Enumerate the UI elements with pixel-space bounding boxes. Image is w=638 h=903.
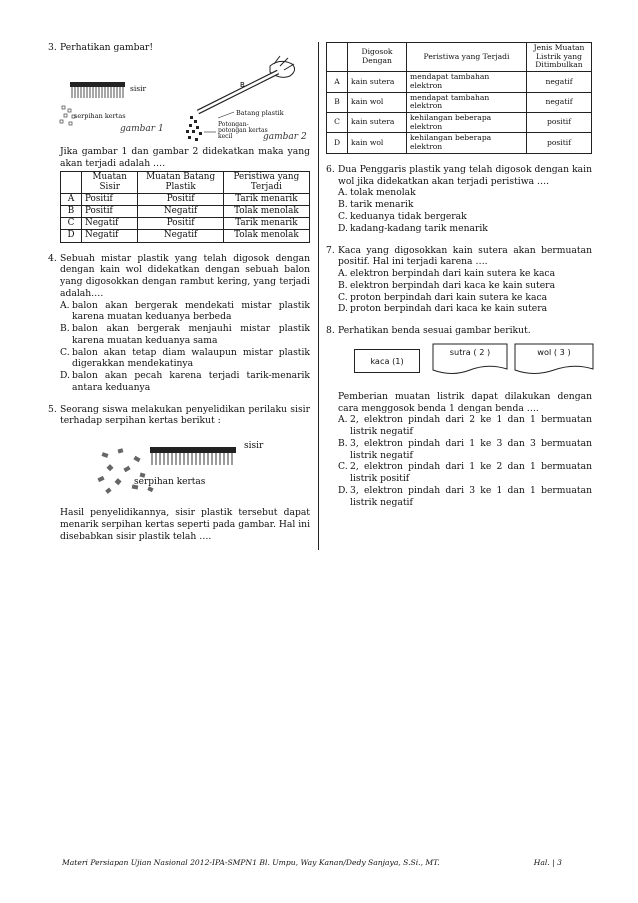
- table-cell: Negatif: [82, 218, 138, 230]
- table-cell: Negatif: [82, 230, 138, 242]
- option-letter: A.: [60, 299, 70, 311]
- question-number: 7.: [326, 244, 335, 256]
- question-number: 8.: [326, 325, 335, 337]
- table-cell: positif: [527, 133, 592, 153]
- label-batang: Batang plastik: [236, 108, 284, 117]
- table-header-cell: [327, 43, 348, 72]
- option-c[interactable]: [60, 347, 310, 371]
- box-wol: wol ( 3 ): [537, 346, 571, 357]
- option-a[interactable]: [338, 414, 592, 438]
- table-header-cell: Peristiwa yang Terjadi: [223, 172, 309, 193]
- figure-comb-and-rod: [58, 54, 310, 146]
- table-cell: kain sutera: [348, 113, 407, 133]
- option-c[interactable]: [338, 461, 592, 485]
- table-row[interactable]: [61, 218, 310, 230]
- table-cell: Positif: [138, 193, 223, 205]
- question-text: Perhatikan benda sesuai gambar berikut.: [338, 325, 531, 337]
- option-text: proton berpindah dari kain sutera ke kaca: [350, 291, 548, 303]
- question-5: [48, 404, 310, 543]
- option-letter: A.: [338, 414, 348, 426]
- table-header-row: [327, 43, 592, 72]
- option-text: tolak menolak: [350, 187, 416, 199]
- table-cell: mendapat tambahan elektron: [407, 92, 527, 112]
- table-row[interactable]: [61, 193, 310, 205]
- table-cell: Positif: [82, 205, 138, 217]
- table-cell: kain wol: [348, 133, 407, 153]
- option-text: balon akan tetap diam walaupun mistar plastik digerakkan mendekatinya: [72, 346, 310, 370]
- table-cell: B: [61, 205, 82, 217]
- question-text: Dua Penggaris plastik yang telah digosok dengan kain wol jika didekatkan akan terjadi peristiwa ….: [338, 163, 592, 187]
- option-text: 2, elektron pindah dari 2 ke 1 dan 1 bermuatan listrik negatif: [350, 414, 592, 438]
- label-serpihan: serpihan kertas: [134, 477, 206, 488]
- option-a[interactable]: [338, 187, 592, 199]
- page-number: Hal. | 3: [533, 858, 562, 867]
- table-cell: kain wol: [348, 92, 407, 112]
- table-header-row: [61, 172, 310, 193]
- table-cell: Negatif: [138, 230, 223, 242]
- option-b[interactable]: [60, 323, 310, 347]
- left-column: [48, 42, 310, 553]
- option-letter: A.: [338, 268, 348, 280]
- option-d[interactable]: [338, 223, 592, 235]
- label-sisir: sisir: [244, 441, 264, 452]
- table-cell: positif: [527, 113, 592, 133]
- option-letter: C.: [338, 461, 348, 473]
- table-cell: A: [61, 193, 82, 205]
- table-row[interactable]: [327, 133, 592, 153]
- table-cell: Tolak menolak: [223, 205, 309, 217]
- answer-table: [60, 171, 310, 242]
- table-row[interactable]: [327, 72, 592, 92]
- option-b[interactable]: [338, 199, 592, 211]
- box-kaca: kaca (1): [354, 349, 420, 373]
- question-prompt: Jika gambar 1 dan gambar 2 didekatkan maka yang akan terjadi adalah ….: [60, 145, 310, 169]
- option-text: kadang-kadang tarik menarik: [350, 222, 488, 234]
- right-column: [326, 42, 592, 519]
- table-cell: kehilangan beberapa elektron: [407, 113, 527, 133]
- question-text: Sebuah mistar plastik yang telah digosok dengan dengan kain wol didekatkan dengan sebuah balon yang digosokkan dengan rambut kering, yang terjadi adalah….: [60, 252, 310, 299]
- table-cell: Positif: [82, 193, 138, 205]
- option-text: tarik menarik: [350, 199, 414, 211]
- page-footer: [62, 858, 562, 868]
- figure-comb-paper: [88, 427, 310, 507]
- table-cell: B: [327, 92, 348, 112]
- label-serpihan: serpihan kertas: [74, 111, 126, 120]
- option-c[interactable]: [338, 211, 592, 223]
- object-boxes: [338, 343, 592, 383]
- label-potongan: Potongan-potongan kertas kecil: [218, 120, 268, 141]
- option-letter: B.: [338, 437, 348, 449]
- answer-table: [326, 42, 592, 154]
- footer-source: Materi Persiapan Ujian Nasional 2012-IPA-SMPN1 Bl. Umpu, Way Kanan/Dedy Sanjaya, S.Si., MT.: [62, 858, 440, 867]
- table-cell: Tolak menolak: [223, 230, 309, 242]
- option-text: balon akan bergerak menjauhi mistar plastik karena muatan keduanya sama: [72, 323, 310, 346]
- option-text: 3, elektron pindah dari 3 ke 1 dan 1 bermuatan listrik negatif: [350, 484, 592, 508]
- label-sisir: sisir: [130, 83, 147, 93]
- option-letter: D.: [60, 370, 70, 382]
- option-text: elektron berpindah dari kaca ke kain sutera: [350, 279, 556, 291]
- svg-text:B: B: [240, 80, 245, 89]
- table-cell: C: [61, 218, 82, 230]
- table-cell: negatif: [527, 92, 592, 112]
- question-number: 5.: [48, 403, 57, 415]
- table-row[interactable]: [327, 113, 592, 133]
- table-cell: mendapat tambahan elektron: [407, 72, 527, 92]
- table-row[interactable]: [61, 205, 310, 217]
- table-cell: Tarik menarik: [223, 193, 309, 205]
- table-cell: negatif: [527, 72, 592, 92]
- table-cell: A: [327, 72, 348, 92]
- table-row[interactable]: [327, 92, 592, 112]
- option-letter: B.: [338, 279, 348, 291]
- option-text: elektron berpindah dari kain sutera ke kaca: [350, 268, 556, 280]
- option-d[interactable]: [338, 485, 592, 509]
- option-text: proton berpindah dari kaca ke kain sutera: [350, 303, 548, 315]
- question-followup: Pemberian muatan listrik dapat dilakukan dengan cara menggosok benda 1 dengan benda ….: [338, 390, 592, 414]
- question-text: Kaca yang digosokkan kain sutera akan bermuatan positif. Hal ini terjadi karena ….: [338, 244, 592, 268]
- question-6: [326, 164, 592, 235]
- table-header-cell: Digosok Dengan: [348, 43, 407, 72]
- question-number: 6.: [326, 163, 335, 175]
- option-letter: D.: [338, 303, 348, 315]
- option-letter: B.: [60, 323, 70, 335]
- question-number: 4.: [48, 252, 57, 264]
- option-d[interactable]: [60, 370, 310, 394]
- table-cell: C: [327, 113, 348, 133]
- option-text: 3, elektron pindah dari 1 ke 3 dan 3 bermuatan listrik negatif: [350, 437, 592, 461]
- option-b[interactable]: [338, 280, 592, 292]
- caption-gambar-2: gambar 2: [263, 131, 307, 142]
- table-header-cell: Peristiwa yang Terjadi: [407, 43, 527, 72]
- option-b[interactable]: [338, 438, 592, 462]
- option-letter: B.: [338, 199, 348, 211]
- table-header-cell: Jenis Muatan Listrik yang Ditimbulkan: [527, 43, 592, 72]
- question-3: [48, 42, 310, 243]
- option-d[interactable]: [338, 303, 592, 315]
- question-followup: Hasil penyelidikannya, sisir plastik tersebut dapat menarik serpihan kertas seperti pada gambar. Hal ini disebabkan sisir plastik telah ….: [60, 507, 311, 542]
- question-7: [326, 245, 592, 316]
- figure-drawing: [88, 427, 288, 507]
- table-header-cell: [61, 172, 82, 193]
- table-row[interactable]: [61, 230, 310, 242]
- option-letter: A.: [338, 187, 348, 199]
- option-text: balon akan bergerak mendekati mistar plastik karena muatan keduanya berbeda: [72, 299, 310, 323]
- box-sutra: sutra ( 2 ): [449, 346, 491, 357]
- table-cell: D: [61, 230, 82, 242]
- table-cell: Positif: [138, 218, 223, 230]
- column-divider: [318, 42, 319, 550]
- table-header-cell: Muatan Sisir: [82, 172, 138, 193]
- option-text: 2, elektron pindah dari 1 ke 2 dan 1 bermuatan listrik positif: [350, 461, 592, 485]
- option-text: balon akan pecah karena terjadi tarik-menarik antara keduanya: [72, 370, 310, 393]
- option-a[interactable]: [338, 268, 592, 280]
- question-text: Perhatikan gambar!: [60, 42, 154, 53]
- question-text: Seorang siswa melakukan penyelidikan perilaku sisir terhadap serpihan kertas berikut :: [60, 403, 310, 427]
- table-cell: Negatif: [138, 205, 223, 217]
- option-text: keduanya tidak bergerak: [350, 210, 467, 222]
- option-letter: D.: [338, 222, 348, 234]
- table-cell: kehilangan beberapa elektron: [407, 133, 527, 153]
- option-letter: C.: [338, 291, 348, 303]
- table-cell: D: [327, 133, 348, 153]
- question-4: [48, 253, 310, 394]
- question-8: [326, 325, 592, 508]
- option-letter: D.: [338, 484, 348, 496]
- option-a[interactable]: [60, 300, 310, 324]
- option-letter: C.: [60, 346, 70, 358]
- option-letter: C.: [338, 210, 348, 222]
- table-cell: kain sutera: [348, 72, 407, 92]
- option-c[interactable]: [338, 292, 592, 304]
- caption-gambar-1: gambar 1: [120, 123, 164, 134]
- table-cell: Tarik menarik: [223, 218, 309, 230]
- question-number: 3.: [48, 42, 57, 53]
- table-header-cell: Muatan Batang Plastik: [138, 172, 223, 193]
